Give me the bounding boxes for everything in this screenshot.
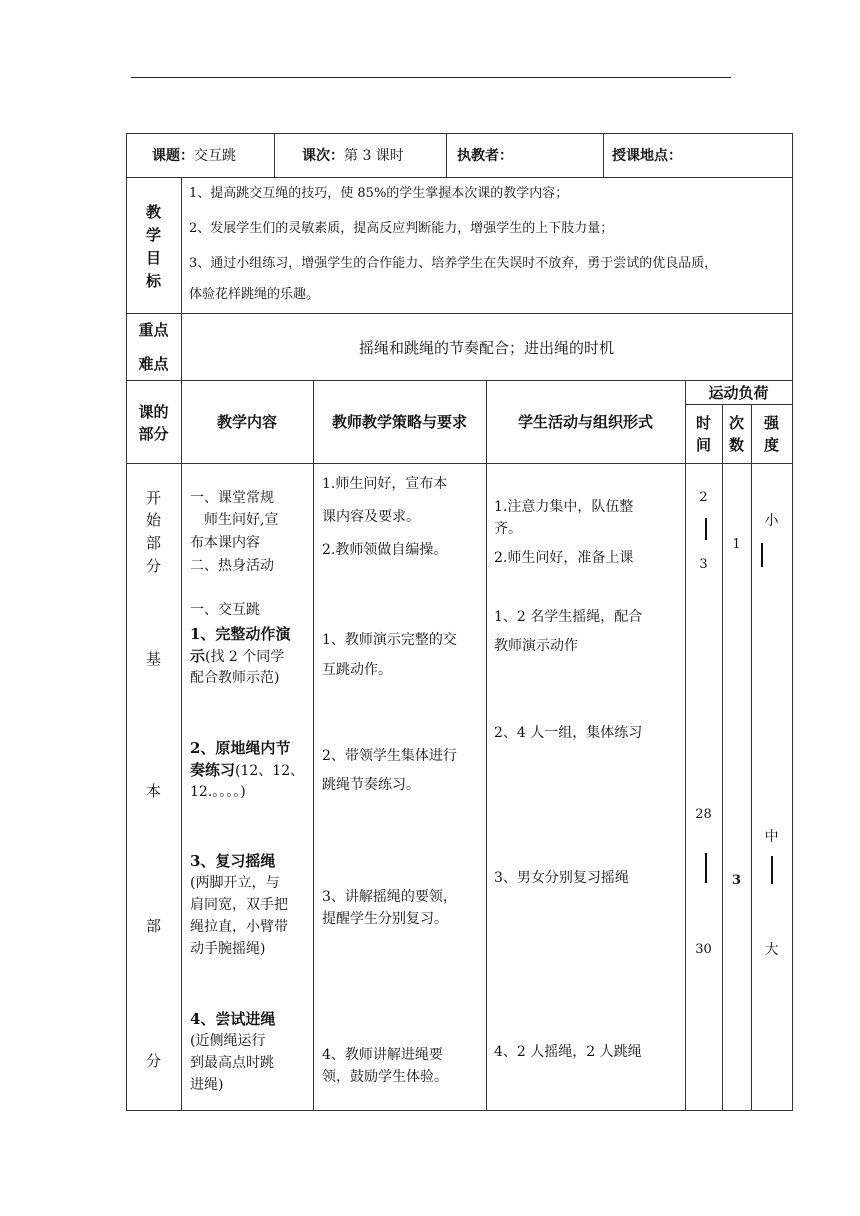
- item3-line: 动手腕摇绳): [190, 941, 266, 957]
- item4-strategy-line: 领，鼓励学生体验。: [322, 1069, 448, 1085]
- start-label-char: 始: [145, 511, 161, 529]
- basic-time-from: 28: [695, 807, 712, 822]
- objective-line: 2、发展学生们的灵敏素质，提高反应判断能力，增强学生的上下肢力量；: [189, 221, 614, 236]
- basic-label-char: 本: [145, 782, 161, 800]
- topic-cell: [152, 146, 236, 166]
- item1-strategy-line: 互跳动作。: [322, 662, 392, 678]
- item2-strategy-line: 跳绳节奏练习。: [322, 777, 420, 793]
- item3-title: 3、复习摇绳: [190, 852, 276, 870]
- teacher-label: 执教者：: [457, 148, 513, 164]
- col-count-line2: 数: [728, 436, 744, 454]
- objectives-label-char: 教: [145, 203, 161, 221]
- start-activity-line: 2.师生问好，准备上课: [494, 550, 634, 566]
- col-divider: [274, 133, 275, 178]
- objective-line: 1、提高跳交互绳的技巧，使 85%的学生掌握本次课的教学内容；: [189, 186, 569, 201]
- item4-line: 进绳): [190, 1077, 224, 1093]
- col-divider: [446, 133, 447, 178]
- col-divider: [313, 380, 314, 1111]
- item3-activity: 3、男女分别复习摇绳: [494, 870, 629, 886]
- item2-activity: 2、4 人一组，集体练习: [494, 725, 643, 741]
- basic-time-range-bar: [705, 853, 707, 883]
- basic-label-char: 部: [145, 917, 161, 935]
- item1-title-line2-rest: (找 2 个同学: [205, 649, 285, 665]
- col-activity: 学生活动与组织形式: [517, 413, 653, 431]
- basic-label-char: 分: [145, 1052, 161, 1070]
- basic-count: 3: [731, 873, 742, 888]
- item1-title-line2: [190, 646, 284, 667]
- col-divider: [603, 133, 604, 178]
- start-label-char: 分: [145, 557, 161, 575]
- col-divider: [181, 177, 182, 1111]
- start-time-range-bar: [705, 518, 707, 540]
- item2-strategy-line: 2、带领学生集体进行: [322, 748, 457, 764]
- basic-intensity-to: 大: [764, 942, 779, 958]
- item2-title-line2: [190, 760, 304, 781]
- col-content: 教学内容: [216, 413, 277, 431]
- topic-label: 课题：: [152, 148, 194, 164]
- lesson-value: 第 3 课时: [344, 148, 404, 164]
- start-strategy-line: 1.师生问好，宣布本: [322, 476, 448, 492]
- start-content-line: 一、课堂常规: [190, 490, 274, 506]
- col-count-line1: 次: [728, 414, 744, 432]
- item4-line: (近侧绳运行: [190, 1033, 266, 1049]
- objectives-label-char: 标: [145, 272, 161, 290]
- row-divider: [126, 380, 793, 381]
- objective-line: 3、通过小组练习，增强学生的合作能力、培养学生在失误时不放弃，勇于尝试的优良品质，: [189, 256, 718, 271]
- item1-title-line2-bold: 示: [190, 647, 206, 665]
- item2-title-line2-rest: (12、12、: [235, 763, 305, 779]
- col-strategy: 教师教学策略与要求: [331, 413, 467, 431]
- item3-line: (两脚开立，与: [190, 875, 280, 891]
- start-strategy-line: 2.教师领做自编操。: [322, 542, 448, 558]
- location-label: 授课地点：: [612, 148, 682, 164]
- row-divider: [126, 313, 793, 314]
- keypoints-label-line1: 重点: [138, 321, 169, 339]
- col-load: 运动负荷: [708, 384, 769, 402]
- row-divider: [126, 177, 793, 178]
- item4-activity: 4、2 人摇绳，2 人跳绳: [494, 1044, 642, 1060]
- item3-strategy-line: 提醒学生分别复习。: [322, 911, 448, 927]
- basic-intensity-bar: [771, 856, 773, 884]
- start-label-char: 部: [145, 534, 161, 552]
- col-part-line1: 课的: [138, 403, 169, 421]
- start-activity-line: 1.注意力集中，队伍整: [494, 499, 634, 515]
- start-intensity-bar: [761, 543, 763, 567]
- header-rule: [131, 77, 731, 78]
- item3-strategy-line: 3、讲解摇绳的要领，: [322, 889, 457, 905]
- col-divider: [722, 404, 723, 1111]
- item1-title-line1: 1、完整动作演: [190, 625, 291, 643]
- basic-section-title: 一、交互跳: [190, 602, 260, 618]
- table-border-bottom: [126, 1110, 793, 1111]
- col-intensity-line1: 强: [763, 414, 779, 432]
- item4-title: 4、尝试进绳: [190, 1010, 276, 1028]
- start-time-from: 2: [699, 490, 708, 505]
- start-label-char: 开: [145, 489, 161, 507]
- basic-intensity-from: 中: [764, 829, 779, 845]
- load-divider: [685, 404, 793, 405]
- item1-activity-line: 1、2 名学生摇绳，配合: [494, 609, 643, 625]
- keypoints-label-line2: 难点: [138, 355, 169, 373]
- start-content-line: 布本课内容: [190, 535, 260, 551]
- start-content-line: 二、热身活动: [190, 558, 274, 574]
- start-activity-line: 齐。: [494, 521, 522, 537]
- lesson-label: 课次：: [302, 148, 344, 164]
- table-border-right: [792, 133, 793, 1111]
- item3-line: 绳拉直，小臂带: [190, 919, 288, 935]
- objectives-label-char: 学: [145, 226, 161, 244]
- col-part-line2: 部分: [138, 425, 169, 443]
- basic-label-char: 基: [145, 650, 161, 668]
- col-intensity-line2: 度: [763, 436, 779, 454]
- item3-line: 肩同宽，双手把: [190, 897, 288, 913]
- table-border-top: [126, 133, 793, 134]
- col-time-line2: 间: [695, 436, 711, 454]
- item4-line: 到最高点时跳: [190, 1055, 274, 1071]
- col-time-line1: 时: [695, 414, 711, 432]
- objectives-label-char: 目: [145, 249, 161, 267]
- item1-line3: 配合教师示范): [190, 670, 280, 686]
- basic-time-to: 30: [695, 942, 712, 957]
- start-time-to: 3: [699, 557, 708, 572]
- objective-line: 体验花样跳绳的乐趣。: [189, 287, 320, 302]
- keypoints-content: 摇绳和跳绳的节奏配合；进出绳的时机: [358, 339, 614, 357]
- item2-title-line1: 2、原地绳内节: [190, 739, 291, 757]
- item2-title-line2-bold: 奏练习: [190, 761, 236, 779]
- item2-line3: 12.。。。。): [190, 784, 246, 800]
- start-intensity: 小: [764, 513, 779, 529]
- lesson-cell: [302, 146, 404, 166]
- start-count: 1: [732, 537, 741, 552]
- row-divider: [126, 463, 793, 464]
- item1-strategy-line: 1、教师演示完整的交: [322, 632, 457, 648]
- topic-value: 交互跳: [194, 148, 236, 164]
- item1-activity-line: 教师演示动作: [494, 638, 578, 654]
- col-divider: [486, 380, 487, 1111]
- start-content-line: 师生问好,宣: [190, 512, 279, 528]
- start-strategy-line: 课内容及要求。: [322, 509, 420, 525]
- item4-strategy-line: 4、教师讲解进绳要: [322, 1047, 443, 1063]
